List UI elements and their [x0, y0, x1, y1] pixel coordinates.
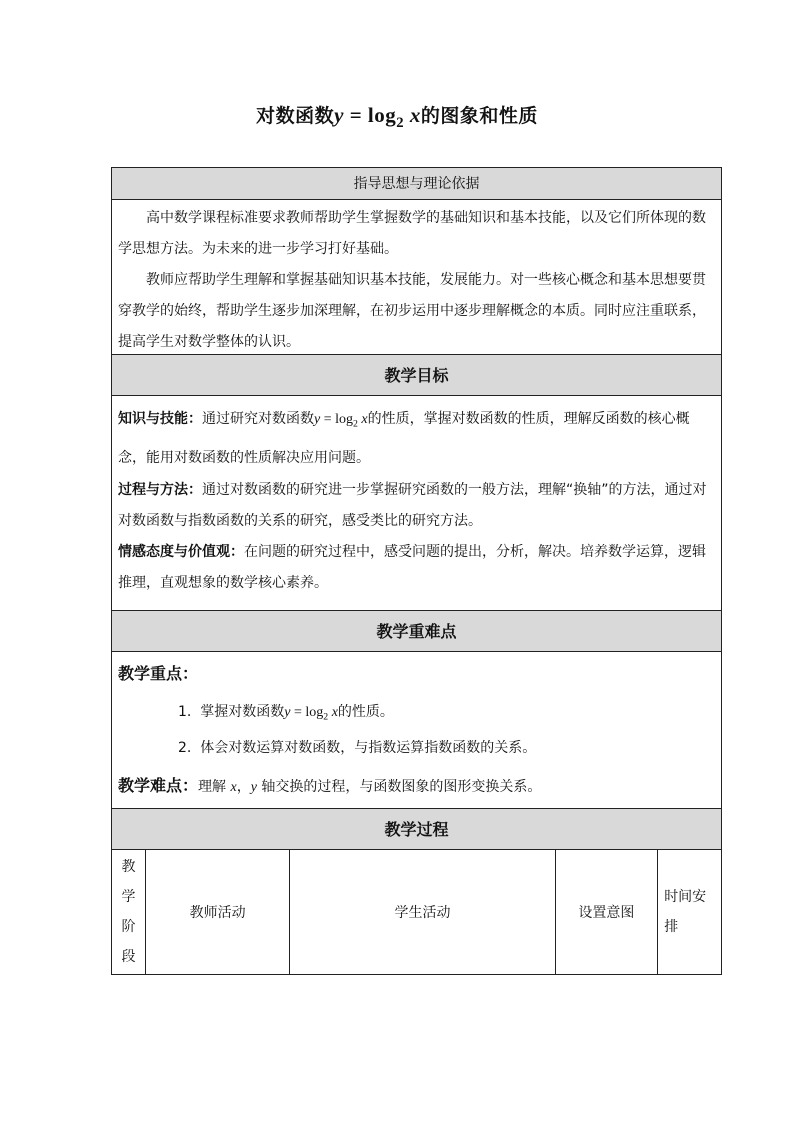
formula-base: 2 [353, 418, 358, 430]
formula-log: = log [320, 412, 354, 427]
goal-knowledge-label: 知识与技能： [118, 411, 202, 427]
col-time [658, 850, 721, 974]
title-formula-x: x [409, 103, 421, 127]
goal-emotion-label: 情感态度与价值观： [118, 544, 244, 561]
difficulty-pre: 理解 [198, 779, 231, 795]
guiding-para-2: 教师应帮助学生理解和掌握基础知识基本技能，发展能力。对一些核心概念和基本思想要贯穿教学的始终，帮助学生逐步加深理解，在初步运用中逐步理解概念的本质。同时应注重联系，提高学生对数学整体的认识。 [118, 272, 706, 350]
focus-label-row [112, 654, 721, 694]
goal-knowledge-formula [314, 412, 368, 430]
col-time-label: 时间安排 [664, 889, 707, 935]
focus-item-1-num: 1. [178, 704, 192, 720]
keypoints-cell [111, 651, 722, 809]
goal-emotion-text: 在问题的研究过程中，感受问题的提出，分析，解决。培养数学运算，逻辑推理，直观想象的数学核心素养。 [118, 544, 706, 592]
title-formula-log: = log [343, 103, 397, 127]
col-stage [112, 850, 146, 974]
formula-log: = log [290, 705, 324, 720]
goal-emotion [112, 537, 721, 599]
focus-item-1-formula [284, 705, 338, 723]
formula-base: 2 [323, 711, 329, 723]
difficulty-sep: ， [236, 779, 251, 795]
keypoints-heading: 教学重难点 [111, 610, 722, 652]
title-suffix: 的图象和性质 [420, 105, 538, 127]
process-heading: 教学过程 [111, 808, 722, 850]
goals-cell [111, 395, 722, 611]
difficulty-row [112, 766, 721, 806]
title-formula-y: y [334, 103, 344, 127]
guiding-cell [111, 199, 722, 355]
page-title [0, 101, 794, 132]
difficulty-post: 轴交换的过程，与函数图象的图形变换关系。 [256, 779, 542, 795]
formula-y: y [314, 412, 321, 427]
difficulty-y: y [250, 780, 257, 795]
formula-y: y [284, 705, 291, 720]
focus-item-1-post: 的性质。 [337, 704, 394, 720]
col-intent-label: 设置意图 [578, 905, 635, 921]
title-prefix: 对数函数 [256, 105, 335, 127]
col-stage-label: 教学阶段 [121, 859, 136, 965]
goal-process [112, 475, 721, 537]
col-student-label: 学生活动 [394, 905, 451, 921]
col-teacher-label: 教师活动 [189, 905, 246, 921]
process-header-row [111, 849, 722, 975]
difficulty-x: x [230, 780, 237, 795]
col-intent [556, 850, 659, 974]
col-student [290, 850, 555, 974]
title-formula-base: 2 [396, 115, 405, 132]
formula-x: x [331, 705, 338, 720]
goal-process-text: 通过对数函数的研究进一步掌握研究函数的一般方法，理解“换轴”的方法，通过对对数函数与指数函数的关系的研究，感受类比的研究方法。 [118, 482, 707, 530]
focus-item-2 [112, 730, 721, 766]
goal-knowledge-post: 的性质，掌握对数函数的性质，理解反函数的核心概念，能用对数函数的性质解决应用问题。 [118, 411, 690, 467]
goal-knowledge [112, 402, 721, 475]
guiding-heading: 指导思想与理论依据 [111, 167, 722, 200]
guiding-para-1: 高中数学课程标准要求教师帮助学生掌握数学的基础知识和基本技能，以及它们所体现的数学思想方法。为未来的进一步学习打好基础。 [118, 210, 706, 257]
lesson-plan-table [111, 168, 722, 975]
title-formula [334, 103, 421, 132]
focus-item-2-num: 2. [178, 740, 192, 756]
goals-heading: 教学目标 [111, 354, 722, 396]
formula-x: x [361, 412, 368, 427]
col-teacher [146, 850, 291, 974]
goal-knowledge-pre: 通过研究对数函数 [202, 411, 314, 427]
focus-label: 教学重点： [118, 664, 199, 683]
focus-item-1 [112, 694, 721, 730]
focus-item-2-text: 体会对数运算对数函数，与指数运算指数函数的关系。 [200, 740, 537, 756]
difficulty-label: 教学难点： [118, 776, 199, 795]
focus-item-1-pre: 掌握对数函数 [200, 704, 285, 720]
goal-process-label: 过程与方法： [118, 482, 202, 499]
